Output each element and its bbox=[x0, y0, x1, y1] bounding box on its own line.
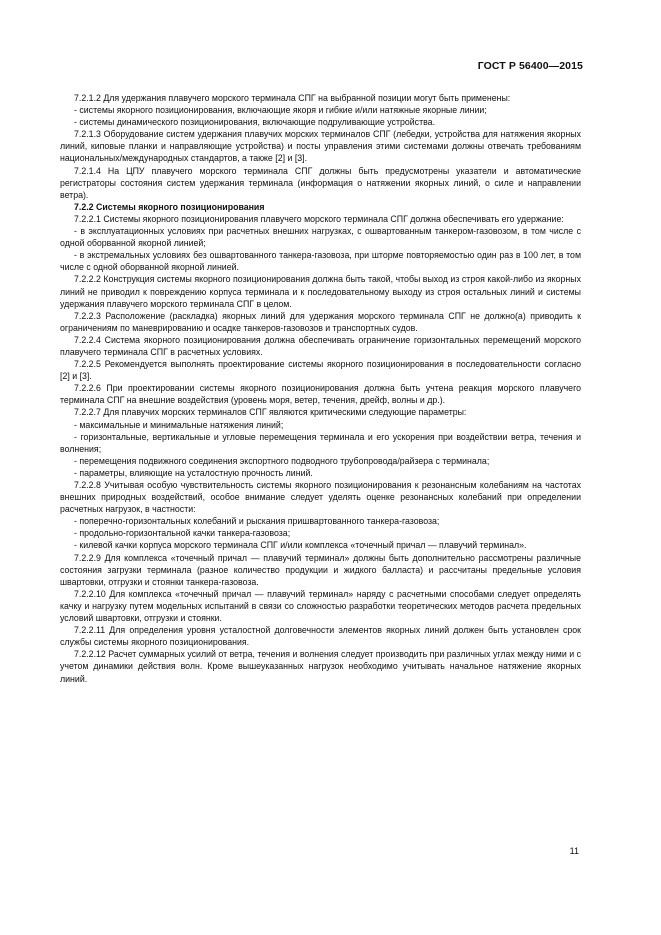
paragraph-7-2-2-9: 7.2.2.9 Для комплекса «точечный причал — плавучий терминал» должны быть дополнительно рассмотрены различные состояния загрузки терминала (разное количество продукции и жидкого балласта) и рассчитаны предельные условия швартовки, отгрузки и стоянки танкера-газовоза. bbox=[60, 552, 581, 587]
list-item: - в экстремальных условиях без ошвартованного танкера-газовоза, при шторме повторяемостью один раз в 100 лет, в том числе с одной оборванной якорной линией. bbox=[60, 250, 581, 273]
list-item: - поперечно-горизонтальных колебаний и рыскания пришвартованного танкера-газовоза; bbox=[74, 516, 440, 527]
list-item: - максимальные и минимальные натяжения линий; bbox=[74, 419, 284, 430]
paragraph-7-2-2-12: 7.2.2.12 Расчет суммарных усилий от ветра, течения и волнения следует производить при различных углах между ними и с учетом динамики действия волн. Кроме вышеуказанных нагрузок необходимо учитывать начальное натяжение якорных линий. bbox=[60, 649, 581, 684]
list-item: - горизонтальные, вертикальные и угловые перемещения терминала и его ускорения при воздействии ветра, течения и волнения; bbox=[60, 431, 581, 454]
section-heading-7-2-2: 7.2.2 Системы якорного позиционирования bbox=[74, 201, 265, 212]
list-item: - перемещения подвижного соединения экспортного подводного трубопровода/райзера с терминала; bbox=[74, 455, 490, 466]
paragraph-7-2-2-10: 7.2.2.10 Для комплекса «точечный причал — плавучий терминал» наряду с расчетными способами следует определять качку и нагрузку путем модельных испытаний в связи со сложностью разработки теоретических методов расчета предельных условий швартовки, отгрузки и стоянки. bbox=[60, 588, 581, 624]
page-number: 11 bbox=[569, 846, 579, 856]
paragraph-7-2-1-3: 7.2.1.3 Оборудование систем удержания плавучих морских терминалов СПГ (лебедки, устройства для натяжения якорных линий, киповые планки и направляющие устройства) и посты управления этими системами должны отвечать требованиям национальных/международных стандартов, а также [2] и [3]. bbox=[60, 129, 581, 164]
paragraph-7-2-1-2: 7.2.1.2 Для удержания плавучего морского терминала СПГ на выбранной позиции могут быть применены: bbox=[74, 93, 511, 103]
paragraph-7-2-2-2: 7.2.2.2 Конструкция системы якорного позиционирования должна быть такой, чтобы выход из строя какой-либо из якорных линий не приводил к повреждению корпуса терминала и к последовательному выходу из строя остальных линий и системы удержания плавучего морского терминала СПГ в целом. bbox=[60, 274, 581, 309]
document-body bbox=[60, 92, 581, 685]
paragraph-7-2-2-5: 7.2.2.5 Рекомендуется выполнять проектирование системы якорного позиционирования в последовательности согласно [2] и [3]. bbox=[60, 359, 581, 382]
list-item: - параметры, влияющие на усталостную прочность линий. bbox=[74, 467, 313, 478]
list-item: - системы якорного позиционирования, включающие якоря и гибкие и/или натяжные якорные линии; bbox=[74, 105, 487, 116]
list-item: - системы динамического позиционирования, включающие подруливающие устройства. bbox=[74, 117, 436, 128]
paragraph-7-2-2-3: 7.2.2.3 Расположение (раскладка) якорных линий для удержания морского терминала СПГ не должно(а) приводить к ограничениям по маневрированию и осадке танкеров-газовозов и транспортных судов. bbox=[60, 310, 581, 333]
paragraph-7-2-2-1: 7.2.2.1 Системы якорного позиционирования плавучего морского терминала СПГ должна обеспечивать его удержание: bbox=[74, 213, 564, 224]
document-standard-code: ГОСТ Р 56400—2015 bbox=[477, 60, 583, 72]
list-item: - в эксплуатационных условиях при расчетных внешних нагрузках, с ошвартованным танкером-газовозом, в том числе с одной оборванной якорной линией; bbox=[60, 226, 581, 249]
paragraph-7-2-2-11: 7.2.2.11 Для определения уровня усталостной долговечности элементов якорных линий должен быть установлен срок службы системы якорного позиционирования. bbox=[60, 625, 581, 648]
list-item: - продольно-горизонтальной качки танкера-газовоза; bbox=[74, 528, 291, 539]
list-item: - килевой качки корпуса морского терминала СПГ и/или комплекса «точечный причал — плавучий терминал». bbox=[74, 540, 527, 551]
paragraph-7-2-2-4: 7.2.2.4 Система якорного позиционирования должна обеспечивать ограничение горизонтальных перемещений морского плавучего терминала СПГ в расчетных условиях. bbox=[60, 334, 581, 357]
paragraph-7-2-2-8: 7.2.2.8 Учитывая особую чувствительность системы якорного позиционирования к резонансным колебаниям на частотах внешних природных воздействий, особое внимание следует уделять оценке резонансных колебаний при определении расчетных нагрузок, в частности: bbox=[60, 480, 581, 515]
paragraph-7-2-1-4: 7.2.1.4 На ЦПУ плавучего морского терминала СПГ должны быть предусмотрены указатели и автоматические регистраторы состояния систем удержания терминала (информация о натяжении якорных линий, о силе и направлении ветра). bbox=[60, 165, 581, 200]
paragraph-7-2-2-6: 7.2.2.6 При проектировании системы якорного позиционирования должна быть учтена реакция морского плавучего терминала СПГ на внешние воздействия (уровень моря, ветер, течения, дрейф, волны и др.). bbox=[60, 383, 581, 406]
paragraph-7-2-2-7: 7.2.2.7 Для плавучих морских терминалов СПГ являются критическими следующие параметры: bbox=[74, 407, 467, 418]
